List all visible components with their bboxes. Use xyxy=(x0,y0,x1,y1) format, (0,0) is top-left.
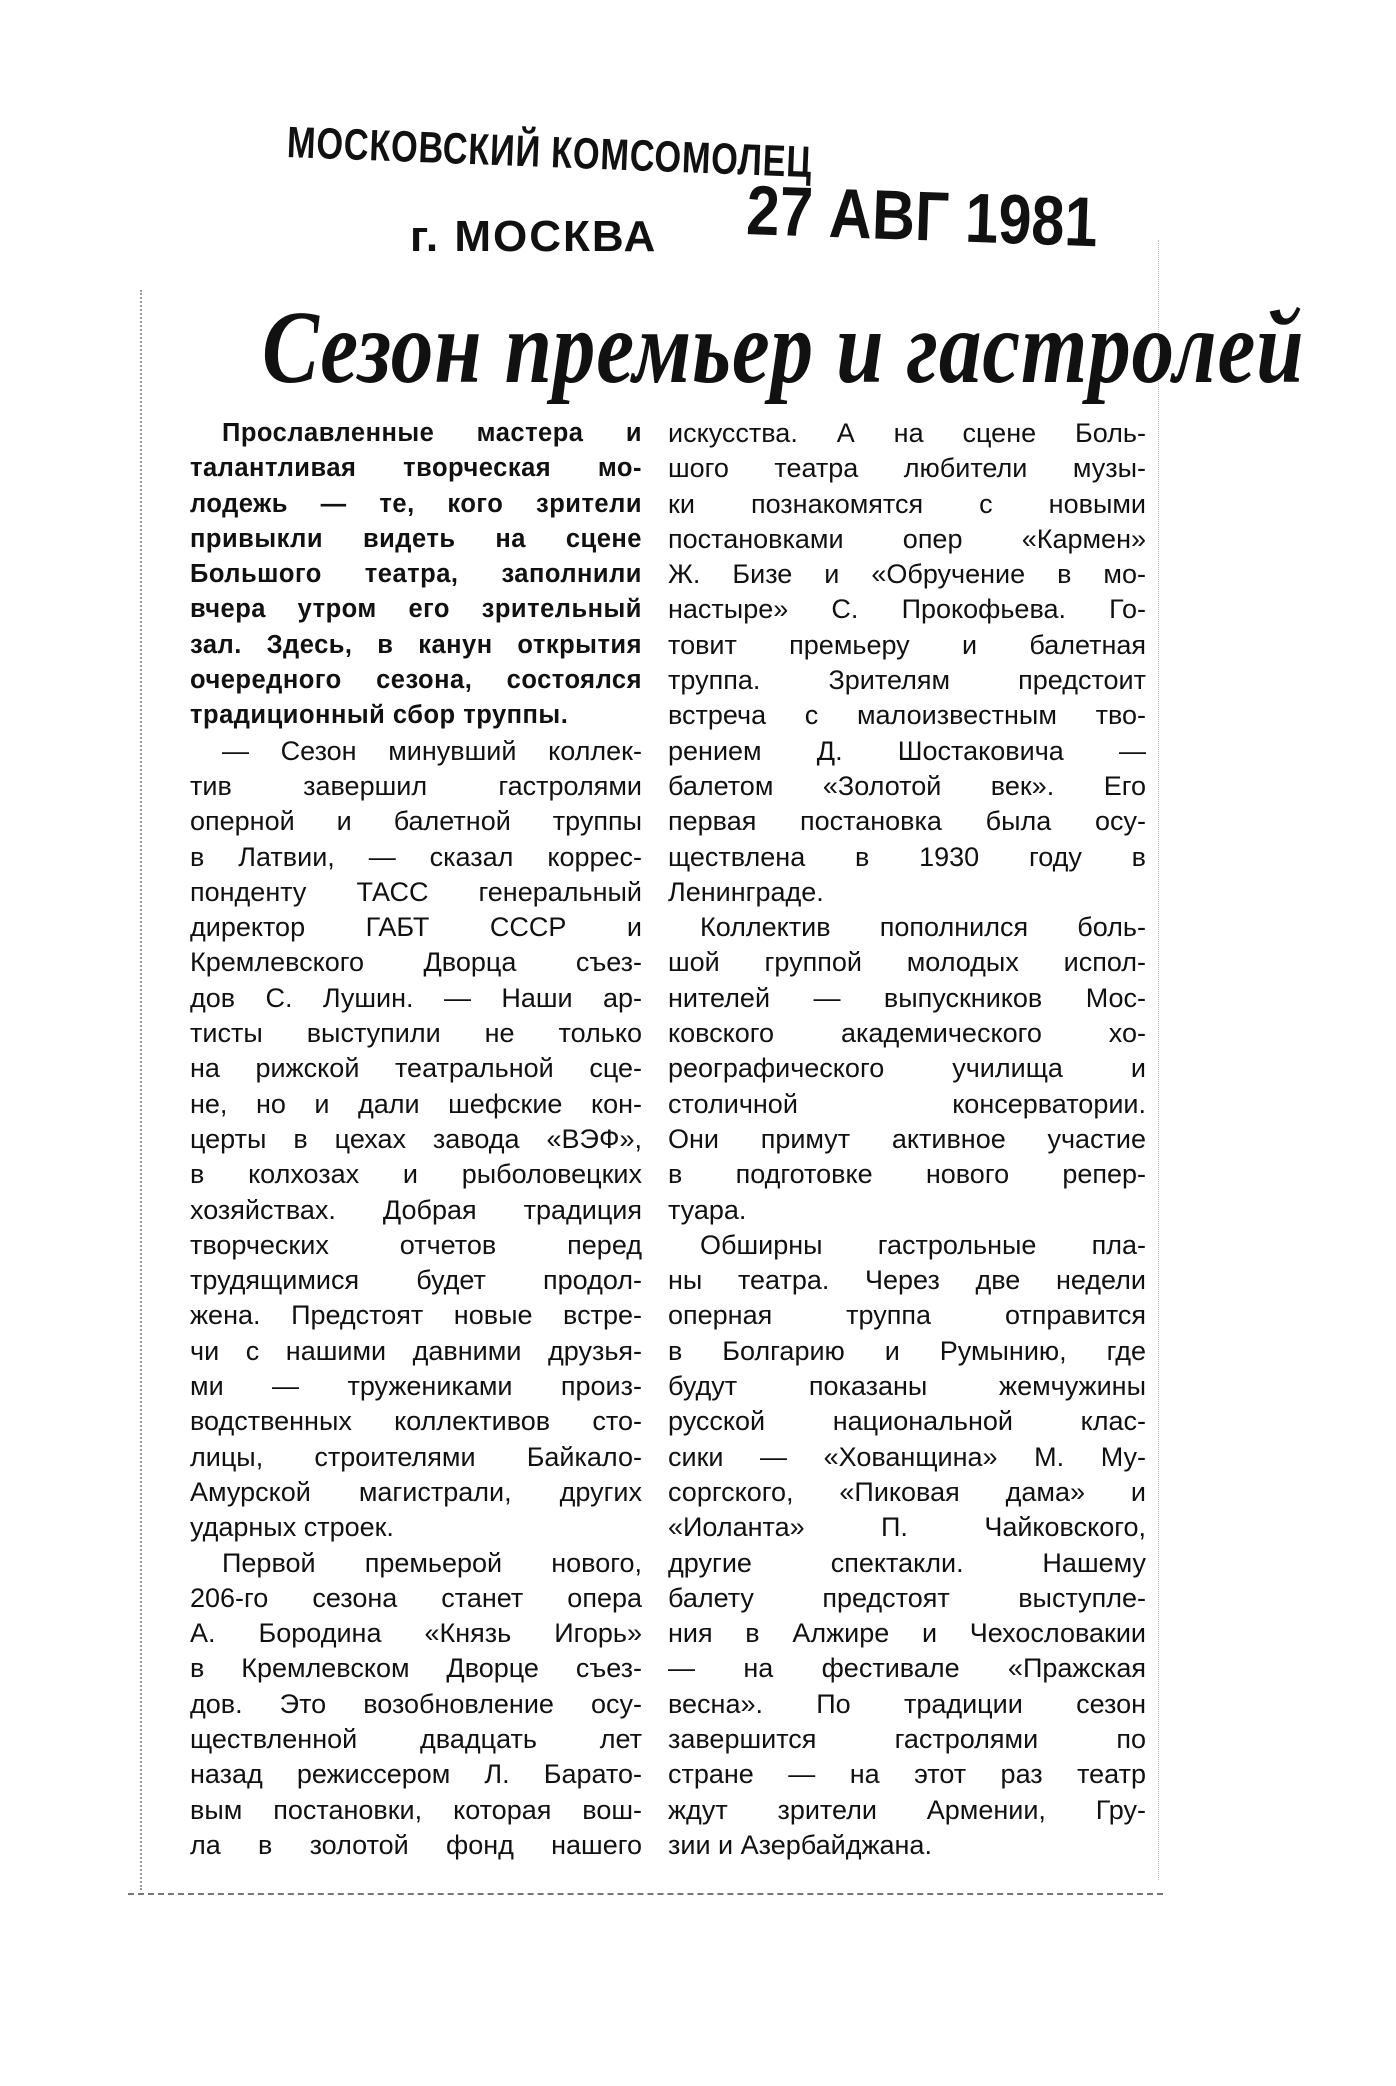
text-line: «Иоланта» П. Чайковского, xyxy=(668,1512,1146,1543)
text-line: трудящимися будет продол- xyxy=(190,1265,642,1296)
text-line: хозяйствах. Добрая традиция xyxy=(190,1194,642,1225)
text-line: водственных коллективов сто- xyxy=(190,1406,642,1437)
clipping-bottom-divider xyxy=(128,1893,1163,1895)
text-line: дов С. Лушин. — Наши ар- xyxy=(190,982,642,1013)
text-line: директор ГАБТ СССР и xyxy=(190,912,642,943)
text-line: ки познакомятся с новыми xyxy=(668,488,1146,519)
text-line: оперной и балетной труппы xyxy=(190,806,642,837)
text-line: ми — тружениками произ- xyxy=(190,1371,642,1402)
text-line: в Кремлевском Дворце съез- xyxy=(190,1653,642,1684)
text-line: ществлена в 1930 году в xyxy=(668,841,1146,872)
text-line: балетом «Золотой век». Его xyxy=(668,770,1146,801)
clipping-edge-right xyxy=(1158,240,1159,1880)
text-line: ны театра. Через две недели xyxy=(668,1265,1146,1296)
text-line: Кремлевского Дворца съез- xyxy=(190,947,642,978)
text-line: ударных строек. xyxy=(190,1512,394,1543)
text-line: понденту ТАСС генеральный xyxy=(190,876,642,907)
text-line: церты в цехах завода «ВЭФ», xyxy=(190,1123,642,1154)
text-line: ществленной двадцать лет xyxy=(190,1723,642,1754)
text-line: зии и Азербайджана. xyxy=(668,1829,932,1860)
text-line: Амурской магистрали, других xyxy=(190,1476,642,1507)
text-line: талантливая творческая мо- xyxy=(190,454,642,483)
text-line: — на фестивале «Пражская xyxy=(668,1653,1146,1684)
text-line: завершится гастролями по xyxy=(668,1723,1146,1754)
newspaper-name: МОСКОВСКИЙ КОМСОМОЛЕЦ xyxy=(286,118,814,188)
text-line: встреча с малоизвестным тво- xyxy=(668,700,1146,731)
article-column-right xyxy=(668,416,1146,1863)
article-title: Сезон премьер и гастролей xyxy=(262,290,1305,405)
text-line: жена. Предстоят новые встре- xyxy=(190,1300,642,1331)
text-line: в подготовке нового репер- xyxy=(668,1159,1146,1190)
text-line: весна». По традиции сезон xyxy=(668,1688,1146,1719)
text-line: творческих отчетов перед xyxy=(190,1229,642,1260)
text-line: соргского, «Пиковая дама» и xyxy=(668,1476,1146,1507)
text-line: Ж. Бизе и «Обручение в мо- xyxy=(668,559,1146,590)
text-line: вым постановки, которая вош- xyxy=(190,1794,642,1825)
article-column-left xyxy=(190,416,642,1863)
text-line: столичной консерватории. xyxy=(668,1088,1146,1119)
text-line: нителей — выпускников Мос- xyxy=(668,982,1146,1013)
clipping-edge-left xyxy=(140,290,142,1890)
text-line: шого театра любители музы- xyxy=(668,453,1146,484)
text-line: Прославленные мастера и xyxy=(222,419,642,447)
text-line: Коллектив пополнился боль- xyxy=(700,912,1146,943)
text-line: ковского академического хо- xyxy=(668,1018,1146,1049)
city-stamp: г. МОСКВА xyxy=(410,212,658,261)
text-line: стране — на этот раз театр xyxy=(668,1759,1146,1790)
text-line: искусства. А на сцене Боль- xyxy=(668,418,1146,448)
text-line: Большого театра, заполнили xyxy=(190,560,642,589)
text-line: Обширны гастрольные пла- xyxy=(700,1229,1146,1260)
text-line: реографического училища и xyxy=(668,1053,1146,1084)
text-line: труппа. Зрителям предстоит xyxy=(668,665,1146,696)
text-line: привыкли видеть на сцене xyxy=(190,524,642,553)
text-line: сики — «Хованщина» М. Му- xyxy=(668,1441,1146,1472)
text-line: оперная труппа отправится xyxy=(668,1300,1146,1331)
text-line: А. Бородина «Князь Игорь» xyxy=(190,1618,642,1649)
text-line: балету предстоят выступле- xyxy=(668,1582,1146,1613)
text-line: зал. Здесь, в канун открытия xyxy=(190,630,642,659)
text-line: тив завершил гастролями xyxy=(190,770,642,801)
text-line: на рижской театральной сце- xyxy=(190,1053,642,1084)
text-line: товит премьеру и балетная xyxy=(668,629,1146,660)
text-line: лицы, строителями Байкало- xyxy=(190,1441,642,1472)
text-line: дов. Это возобновление осу- xyxy=(190,1688,642,1719)
text-line: ния в Алжире и Чехословакии xyxy=(668,1618,1146,1649)
text-line: русской национальной клас- xyxy=(668,1406,1146,1437)
text-line: тисты выступили не только xyxy=(190,1018,642,1049)
text-line: рением Д. Шостаковича — xyxy=(668,735,1146,766)
text-line: 206-го сезона станет опера xyxy=(190,1582,642,1613)
text-line: ждут зрители Армении, Гру- xyxy=(668,1794,1146,1825)
text-line: лодежь — те, кого зрители xyxy=(190,489,642,518)
text-line: в колхозах и рыболовецких xyxy=(190,1159,642,1190)
text-line: шой группой молодых испол- xyxy=(668,947,1146,978)
text-line: ла в золотой фонд нашего xyxy=(190,1829,642,1860)
text-line: очередного сезона, состоялся xyxy=(190,666,642,695)
text-line: будут показаны жемчужины xyxy=(668,1371,1146,1402)
text-line: — Сезон минувший коллек- xyxy=(222,735,642,766)
text-line: настыре» С. Прокофьева. Го- xyxy=(668,594,1146,625)
date-stamp: 27 АВГ 1981 xyxy=(745,170,1100,262)
text-line: назад режиссером Л. Барато- xyxy=(190,1759,642,1790)
text-line: Первой премьерой нового, xyxy=(222,1547,642,1578)
text-line: Ленинграде. xyxy=(668,876,824,907)
text-line: в Болгарию и Румынию, где xyxy=(668,1335,1146,1366)
text-line: туара. xyxy=(668,1194,747,1225)
text-line: не, но и дали шефские кон- xyxy=(190,1088,642,1119)
text-line: в Латвии, — сказал коррес- xyxy=(190,841,642,872)
text-line: чи с нашими давними друзья- xyxy=(190,1335,642,1366)
text-line: вчера утром его зрительный xyxy=(190,595,642,624)
text-line: постановками опер «Кармен» xyxy=(668,523,1146,554)
text-line: Они примут активное участие xyxy=(668,1123,1146,1154)
text-line: традиционный сбор труппы. xyxy=(190,701,569,730)
text-line: другие спектакли. Нашему xyxy=(668,1547,1146,1578)
text-line: первая постановка была осу- xyxy=(668,806,1146,837)
